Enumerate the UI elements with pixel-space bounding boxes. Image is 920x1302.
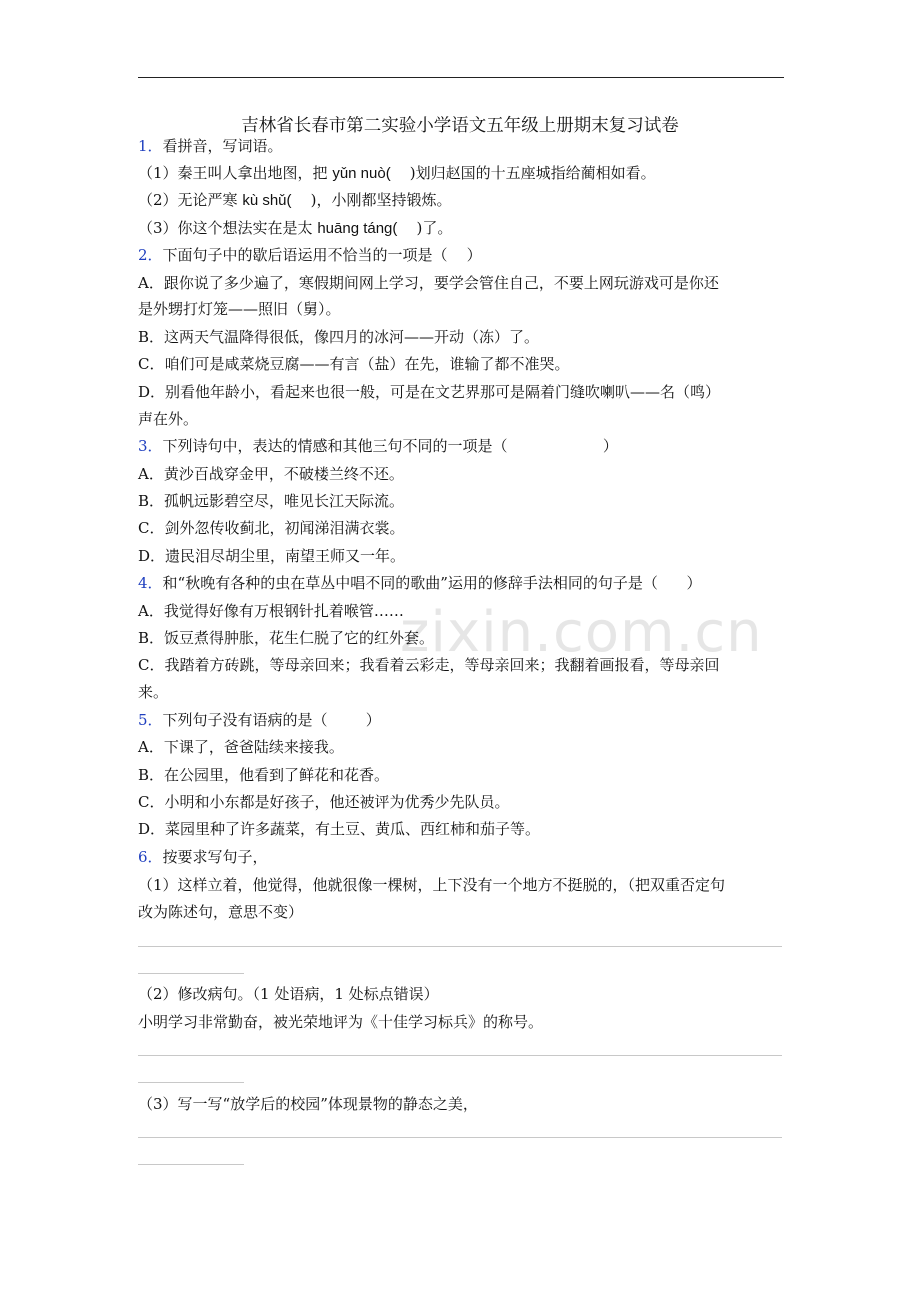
question-text: 下面句子中的歇后语运用不恰当的一项是（ ） <box>162 246 482 264</box>
option-c: C．咱们可是咸菜烧豆腐——有言（盐）在先，谁输了都不准哭。 <box>138 355 570 373</box>
question-text: 下列诗句中，表达的情感和其他三句不同的一项是（ ） <box>162 437 618 455</box>
option-a-continued: 是外甥打灯笼——照旧（舅）。 <box>138 300 341 318</box>
option-d: D．遗民泪尽胡尘里，南望王师又一年。 <box>138 547 406 565</box>
option-b: B．这两天气温降得很低，像四月的冰河——开动（冻）了。 <box>138 328 540 346</box>
option-a: A．黄沙百战穿金甲，不破楼兰终不还。 <box>138 465 404 483</box>
sub-question-3: （3）写一写“放学后的校园”体现景物的静态之美， <box>138 1095 478 1113</box>
answer-line-end <box>138 973 244 974</box>
pinyin: kù shǔ( <box>242 192 292 209</box>
sub-question-2-sentence: 小明学习非常勤奋，被光荣地评为《十佳学习标兵》的称号。 <box>138 1013 544 1031</box>
option-c: C．我踏着方砖跳，等母亲回来；我看着云彩走，等母亲回来；我翻着画报看，等母亲回 <box>138 656 720 674</box>
item-text: （2）无论严寒 <box>138 191 243 209</box>
sub-question-1: （1）这样立着，他觉得，他就很像一棵树，上下没有一个地方不挺脱的，（把双重否定句 <box>138 876 726 894</box>
question-number: 2． <box>138 246 163 264</box>
option-d-continued: 声在外。 <box>138 410 199 428</box>
answer-line-end <box>138 1082 244 1083</box>
option-d: D．别看他年龄小，看起来也很一般，可是在文艺界那可是隔着门缝吹喇叭——名（鸣） <box>138 383 721 401</box>
option-b: B．在公园里，他看到了鲜花和花香。 <box>138 766 390 784</box>
question-4-stem <box>138 573 786 593</box>
question-number: 3． <box>138 437 163 455</box>
watermark: zixin.com.cn <box>400 600 763 665</box>
question-3-stem <box>138 436 786 456</box>
option-c: C．小明和小东都是好孩子，他还被评为优秀少先队员。 <box>138 793 510 811</box>
pinyin: yǔn nuò( <box>332 165 391 182</box>
option-a: A．我觉得好像有万根钢针扎着喉管…… <box>138 602 404 620</box>
question-number: 5． <box>138 711 163 729</box>
top-rule <box>138 77 784 78</box>
answer-line <box>138 946 782 947</box>
item-text: )，小刚都坚持锻炼。 <box>291 191 452 209</box>
question-text: 下列句子没有语病的是（ ） <box>162 711 381 729</box>
option-a: A．跟你说了多少遍了，寒假期间网上学习，要学会管住自己，不要上网玩游戏可是你还 <box>138 274 719 292</box>
option-b: B．饭豆煮得肿胀，花生仁脱了它的红外套。 <box>138 629 435 647</box>
question-text: 按要求写句子， <box>162 848 268 866</box>
answer-line <box>138 1055 782 1056</box>
sub-question-1-continued: 改为陈述句，意思不变） <box>138 903 304 921</box>
question-1-item-2 <box>138 190 786 211</box>
answer-line-end <box>138 1164 244 1165</box>
question-text: 和“秋晚有各种的虫在草丛中唱不同的歌曲”运用的修辞手法相同的句子是（ ） <box>162 574 702 592</box>
item-text: )了。 <box>397 219 453 237</box>
question-number: 6． <box>138 848 163 866</box>
pinyin: huāng táng( <box>317 220 398 237</box>
question-1-stem <box>138 136 786 156</box>
page-title: 吉林省长春市第二实验小学语文五年级上册期末复习试卷 <box>241 116 679 136</box>
question-number: 1． <box>138 137 163 155</box>
question-5-stem <box>138 710 786 730</box>
sub-question-2: （2）修改病句。（1 处语病，1 处标点错误） <box>138 985 439 1003</box>
item-text: （1）秦王叫人拿出地图，把 <box>138 164 333 182</box>
question-1-item-1 <box>138 163 786 184</box>
answer-line <box>138 1137 782 1138</box>
question-text: 看拼音，写词语。 <box>162 137 283 155</box>
question-1-item-3 <box>138 218 786 239</box>
question-2-stem <box>138 245 786 265</box>
option-a: A．下课了，爸爸陆续来接我。 <box>138 738 344 756</box>
option-d: D．菜园里种了许多蔬菜，有土豆、黄瓜、西红柿和茄子等。 <box>138 820 541 838</box>
question-number: 4． <box>138 574 163 592</box>
item-text: （3）你这个想法实在是太 <box>138 219 318 237</box>
option-c: C．剑外忽传收蓟北，初闻涕泪满衣裳。 <box>138 519 405 537</box>
option-b: B．孤帆远影碧空尽，唯见长江天际流。 <box>138 492 405 510</box>
option-c-continued: 来。 <box>138 683 169 701</box>
question-6-stem <box>138 847 786 867</box>
item-text: )划归赵国的十五座城指给蔺相如看。 <box>390 164 656 182</box>
